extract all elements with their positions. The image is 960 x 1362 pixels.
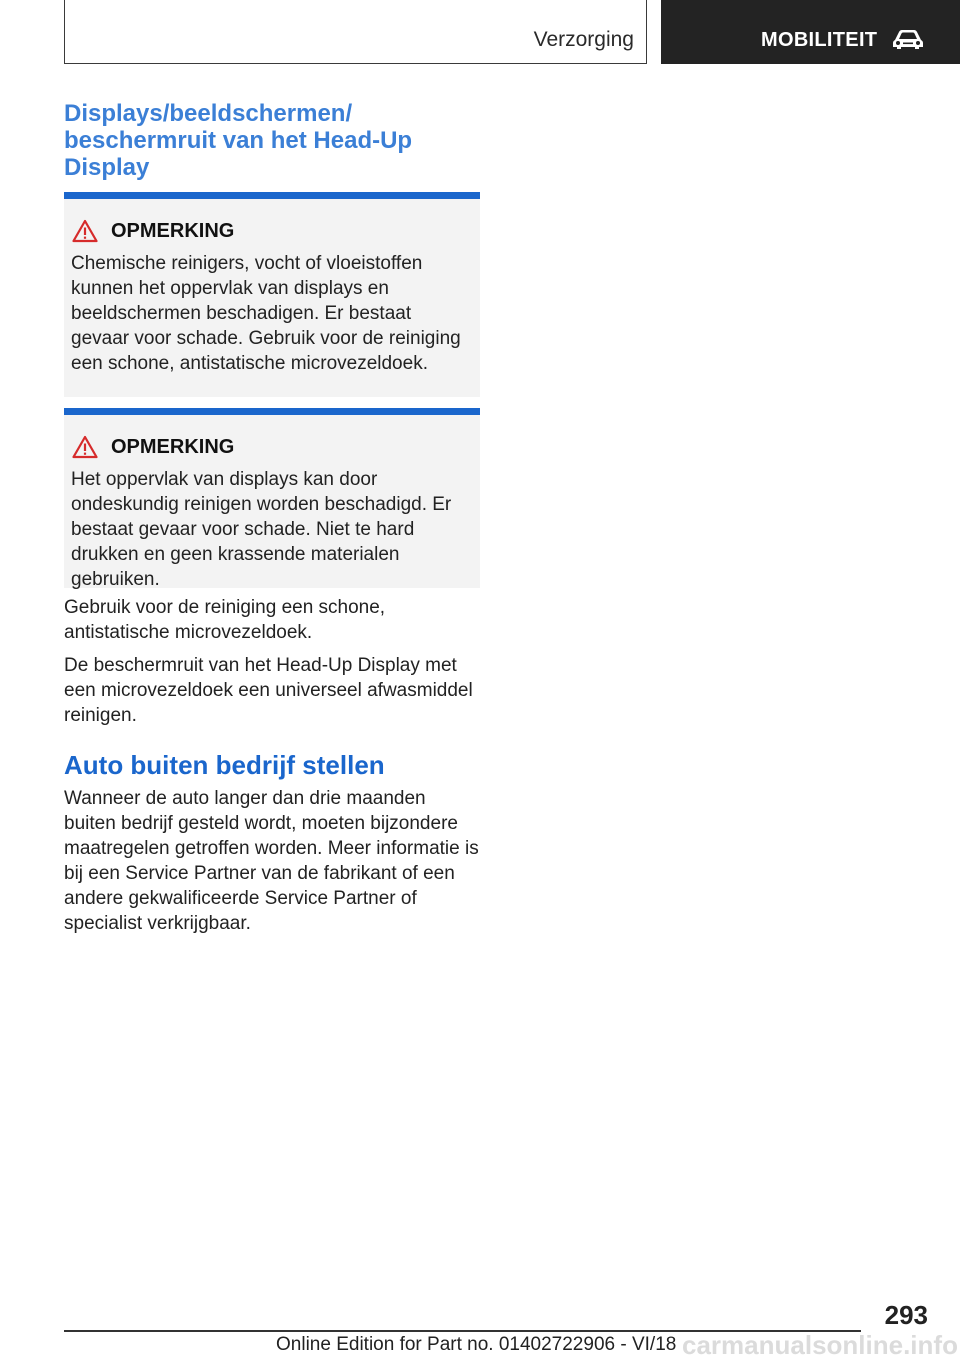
section-heading: Auto buiten bedrijf stellen [64,750,385,780]
notice-box [64,408,480,588]
page-number: 293 [884,1300,928,1330]
body-paragraph: Gebruik voor de reiniging een schone, antistatische microvezeldoek. [64,597,386,643]
notice-text: Het oppervlak van displays kan door ondeskundig reinigen worden beschadigd. Er bestaat gevaar voor schade. Niet te hard drukken en geen krassende materialen gebruiken. [71,469,452,590]
notice-label: OPMERKING [111,219,235,242]
content-column [64,100,480,936]
notice-header [71,217,472,245]
header-chapter-label: MOBILITEIT [761,29,878,51]
header-section-box [64,0,647,64]
watermark: carmanualsonline.info [682,1330,958,1360]
car-icon [891,27,925,51]
footer-edition: Online Edition for Part no. 01402722906 - VI/18 [276,1334,677,1355]
notice-text: Chemische reinigers, vocht of vloeistoffen kunnen het oppervlak van displays en beeldschermen beschadigen. Er bestaat gevaar voor schade. Gebruik voor de reiniging een schone, antistatische microvezeldoek. [71,253,461,374]
body-paragraph: De beschermruit van het Head-Up Display met een microvezeldoek een universeel afwasmiddel reinigen. [64,655,473,726]
warning-triangle-icon [72,435,98,459]
header-chapter-tab [661,0,960,64]
warning-triangle-icon [72,219,98,243]
body-paragraph: Wanneer de auto langer dan drie maanden buiten bedrijf gesteld wordt, moeten bijzondere maatregelen getroffen worden. Meer informatie is bij een Service Partner van de fabrikant of een andere gekwalificeerde Service Partner of specialist verkrijgbaar. [64,788,479,934]
notice-box [64,192,480,397]
notice-header [71,433,472,461]
header-section-title: Verzorging [533,28,634,51]
page-title: Displays/beeldschermen/ beschermruit van het Head-Up Display [64,100,413,181]
notice-label: OPMERKING [111,435,235,458]
